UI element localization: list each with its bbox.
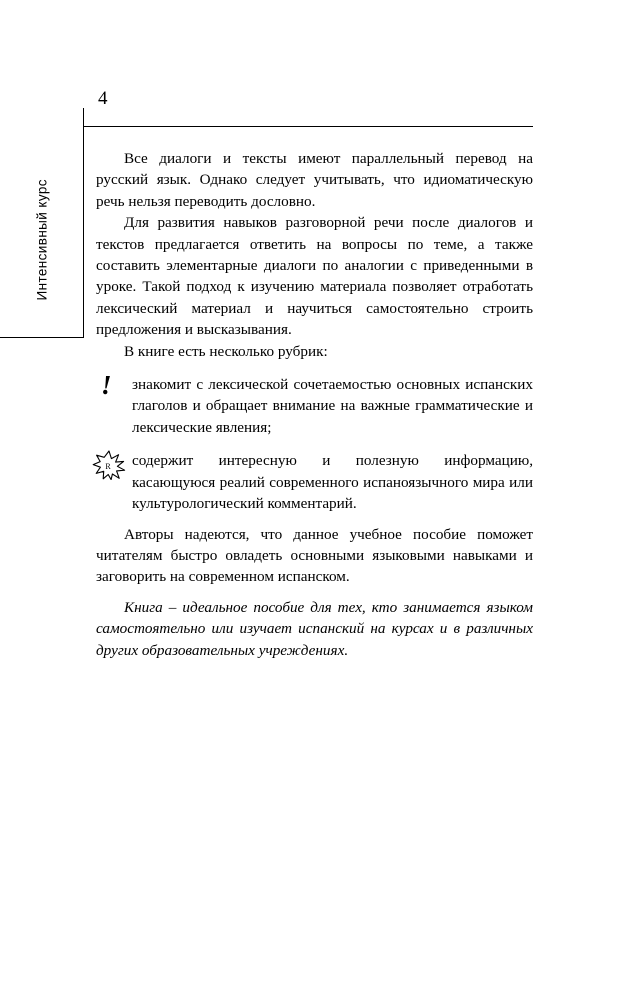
paragraph: В книге есть несколько рубрик: [124,342,328,360]
rubric-text: знакомит с лексической сочетаемостью основных испанских глаголов и обращает внимание на важные грамматические и лексические явления; [132,376,533,436]
running-head-label: Интенсивный курс [34,179,50,301]
text-column [96,148,533,661]
rubric-item [96,450,533,514]
paragraph: Для развития навыков разговорной речи после диалогов и текстов предлагается ответить на вопросы по теме, а также составить элементарные диалоги по аналогии с приведенными в уроке. Такой подход к изучению материала позволяет отработать лексический материал и научиться самостоятельно строить предложения и высказывания. [96,214,533,339]
paragraph: Авторы надеются, что данное учебное пособие поможет читателям быстро овладеть основными языковыми навыками и заговорить на современном испанском. [96,525,533,586]
starburst-icon [92,450,126,480]
running-head-tab [0,108,84,338]
paragraph: Все диалоги и тексты имеют параллельный перевод на русский язык. Однако следует учитывать, что идиоматическую речь нельзя переводить дословно. [96,150,533,210]
page-number: 4 [98,88,108,109]
paragraph-italic: Книга – идеальное пособие для тех, кто занимается языком самостоятельно или изучает испанский на курсах и в различных других образовательных учреждениях. [96,598,533,659]
exclamation-mark-icon: ! [101,370,112,401]
header-rule [84,126,533,127]
rubric-item [96,370,533,438]
rubric-text: содержит интересную и полезную информацию, касающуюся реалий современного испаноязычного мира или культурологический комментарий. [132,452,533,513]
svg-text:R: R [105,462,111,472]
